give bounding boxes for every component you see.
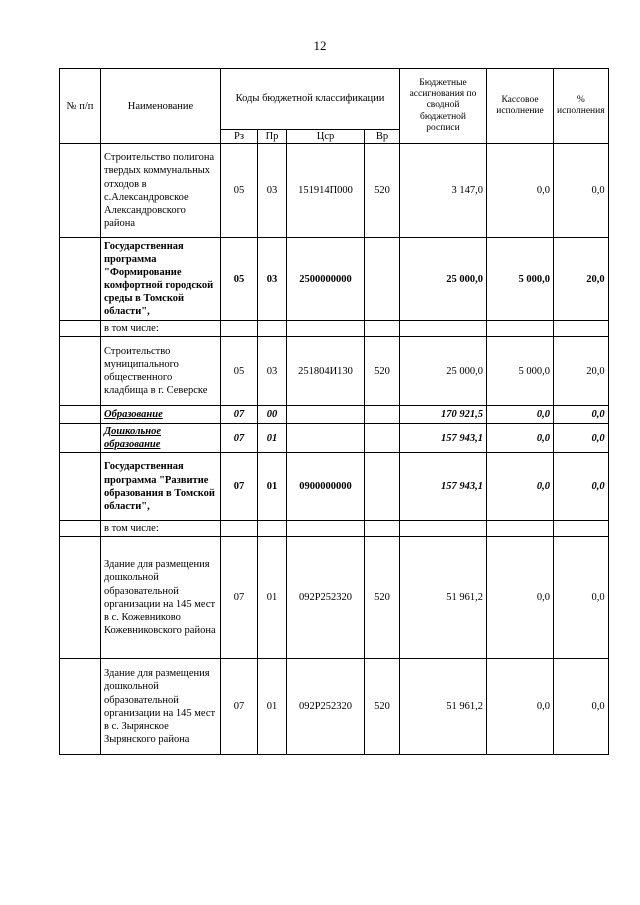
cell-assign xyxy=(400,521,487,537)
table-row xyxy=(60,424,609,453)
cell-assign: 157 943,1 xyxy=(400,453,487,521)
header-name: Наименование xyxy=(101,69,221,144)
cell-num xyxy=(60,453,101,521)
header-assign: Бюджетные ассигнования по сводной бюджетной росписи xyxy=(400,69,487,144)
header-codes: Коды бюджетной классификации xyxy=(221,69,400,130)
cell-pr: 01 xyxy=(258,537,287,659)
cell-cash: 0,0 xyxy=(487,537,554,659)
cell-name: Строительство муниципального общественного кладбища в г. Северске xyxy=(101,337,221,406)
cell-csr xyxy=(287,321,365,337)
cell-assign: 51 961,2 xyxy=(400,537,487,659)
cell-csr: 251804И130 xyxy=(287,337,365,406)
cell-num xyxy=(60,321,101,337)
cell-pr: 03 xyxy=(258,144,287,238)
cell-cash: 0,0 xyxy=(487,424,554,453)
cell-pct: 0,0 xyxy=(554,424,609,453)
table-row xyxy=(60,537,609,659)
cell-pct: 0,0 xyxy=(554,659,609,755)
header-rz: Рз xyxy=(221,130,258,144)
cell-assign xyxy=(400,321,487,337)
table-row xyxy=(60,521,609,537)
cell-pct: 0,0 xyxy=(554,144,609,238)
cell-num xyxy=(60,424,101,453)
cell-vr xyxy=(365,453,400,521)
cell-csr xyxy=(287,406,365,424)
cell-cash xyxy=(487,321,554,337)
cell-pr: 01 xyxy=(258,453,287,521)
cell-vr: 520 xyxy=(365,659,400,755)
cell-rz xyxy=(221,321,258,337)
header-cash: Кассовое исполнение xyxy=(487,69,554,144)
cell-vr xyxy=(365,424,400,453)
cell-csr xyxy=(287,521,365,537)
table-row xyxy=(60,453,609,521)
cell-pct: 20,0 xyxy=(554,238,609,321)
cell-cash: 5 000,0 xyxy=(487,337,554,406)
cell-csr xyxy=(287,424,365,453)
cell-num xyxy=(60,238,101,321)
cell-rz: 07 xyxy=(221,659,258,755)
table-row xyxy=(60,321,609,337)
cell-pr: 00 xyxy=(258,406,287,424)
cell-pct: 0,0 xyxy=(554,453,609,521)
cell-vr: 520 xyxy=(365,337,400,406)
table-row xyxy=(60,406,609,424)
cell-csr: 151914П000 xyxy=(287,144,365,238)
cell-assign: 157 943,1 xyxy=(400,424,487,453)
cell-name: Здание для размещения дошкольной образовательной организации на 145 мест в с. Кожевниково Кожевниковского района xyxy=(101,537,221,659)
cell-name: Государственная программа "Развитие образования в Томской области", xyxy=(101,453,221,521)
cell-vr xyxy=(365,521,400,537)
cell-csr: 2500000000 xyxy=(287,238,365,321)
cell-num xyxy=(60,337,101,406)
cell-num xyxy=(60,521,101,537)
cell-name: Здание для размещения дошкольной образовательной организации на 145 мест в с. Зырянское Зырянского района xyxy=(101,659,221,755)
cell-pct xyxy=(554,321,609,337)
table-row xyxy=(60,144,609,238)
cell-csr: 092P252320 xyxy=(287,659,365,755)
header-csr: Цср xyxy=(287,130,365,144)
header-pct: % исполнения xyxy=(554,69,609,144)
cell-num xyxy=(60,537,101,659)
cell-pr: 03 xyxy=(258,238,287,321)
cell-assign: 25 000,0 xyxy=(400,238,487,321)
cell-rz: 07 xyxy=(221,537,258,659)
cell-rz: 05 xyxy=(221,238,258,321)
cell-pr: 01 xyxy=(258,424,287,453)
cell-vr xyxy=(365,321,400,337)
cell-cash: 5 000,0 xyxy=(487,238,554,321)
cell-name: Строительство полигона твердых коммунальных отходов в с.Александровское Александровского района xyxy=(101,144,221,238)
cell-rz: 07 xyxy=(221,406,258,424)
page-number: 12 xyxy=(313,38,327,53)
cell-pct: 0,0 xyxy=(554,406,609,424)
cell-rz: 07 xyxy=(221,424,258,453)
cell-name: в том числе: xyxy=(101,321,221,337)
cell-pr: 01 xyxy=(258,659,287,755)
cell-assign: 25 000,0 xyxy=(400,337,487,406)
cell-name: Образование xyxy=(101,406,221,424)
cell-pr xyxy=(258,321,287,337)
cell-pct: 20,0 xyxy=(554,337,609,406)
header-num: № п/п xyxy=(60,69,101,144)
cell-pr xyxy=(258,521,287,537)
cell-num xyxy=(60,144,101,238)
cell-csr: 0900000000 xyxy=(287,453,365,521)
cell-vr: 520 xyxy=(365,537,400,659)
cell-cash: 0,0 xyxy=(487,406,554,424)
cell-assign: 51 961,2 xyxy=(400,659,487,755)
cell-cash xyxy=(487,521,554,537)
cell-assign: 170 921,5 xyxy=(400,406,487,424)
cell-pct: 0,0 xyxy=(554,537,609,659)
cell-csr: 092P252320 xyxy=(287,537,365,659)
table-row xyxy=(60,659,609,755)
table-row xyxy=(60,337,609,406)
cell-num xyxy=(60,406,101,424)
header-vr: Вр xyxy=(365,130,400,144)
cell-rz: 05 xyxy=(221,144,258,238)
cell-num xyxy=(60,659,101,755)
cell-name: в том числе: xyxy=(101,521,221,537)
cell-pr: 03 xyxy=(258,337,287,406)
table-row xyxy=(60,238,609,321)
cell-vr xyxy=(365,238,400,321)
cell-rz xyxy=(221,521,258,537)
cell-rz: 05 xyxy=(221,337,258,406)
header-row xyxy=(60,69,609,130)
cell-name: Дошкольное образование xyxy=(101,424,221,453)
cell-name: Государственная программа "Формирование комфортной городской среды в Томской области", xyxy=(101,238,221,321)
cell-cash: 0,0 xyxy=(487,453,554,521)
cell-cash: 0,0 xyxy=(487,659,554,755)
cell-cash: 0,0 xyxy=(487,144,554,238)
cell-rz: 07 xyxy=(221,453,258,521)
cell-pct xyxy=(554,521,609,537)
cell-assign: 3 147,0 xyxy=(400,144,487,238)
cell-vr: 520 xyxy=(365,144,400,238)
budget-table xyxy=(59,68,609,755)
header-pr: Пр xyxy=(258,130,287,144)
cell-vr xyxy=(365,406,400,424)
